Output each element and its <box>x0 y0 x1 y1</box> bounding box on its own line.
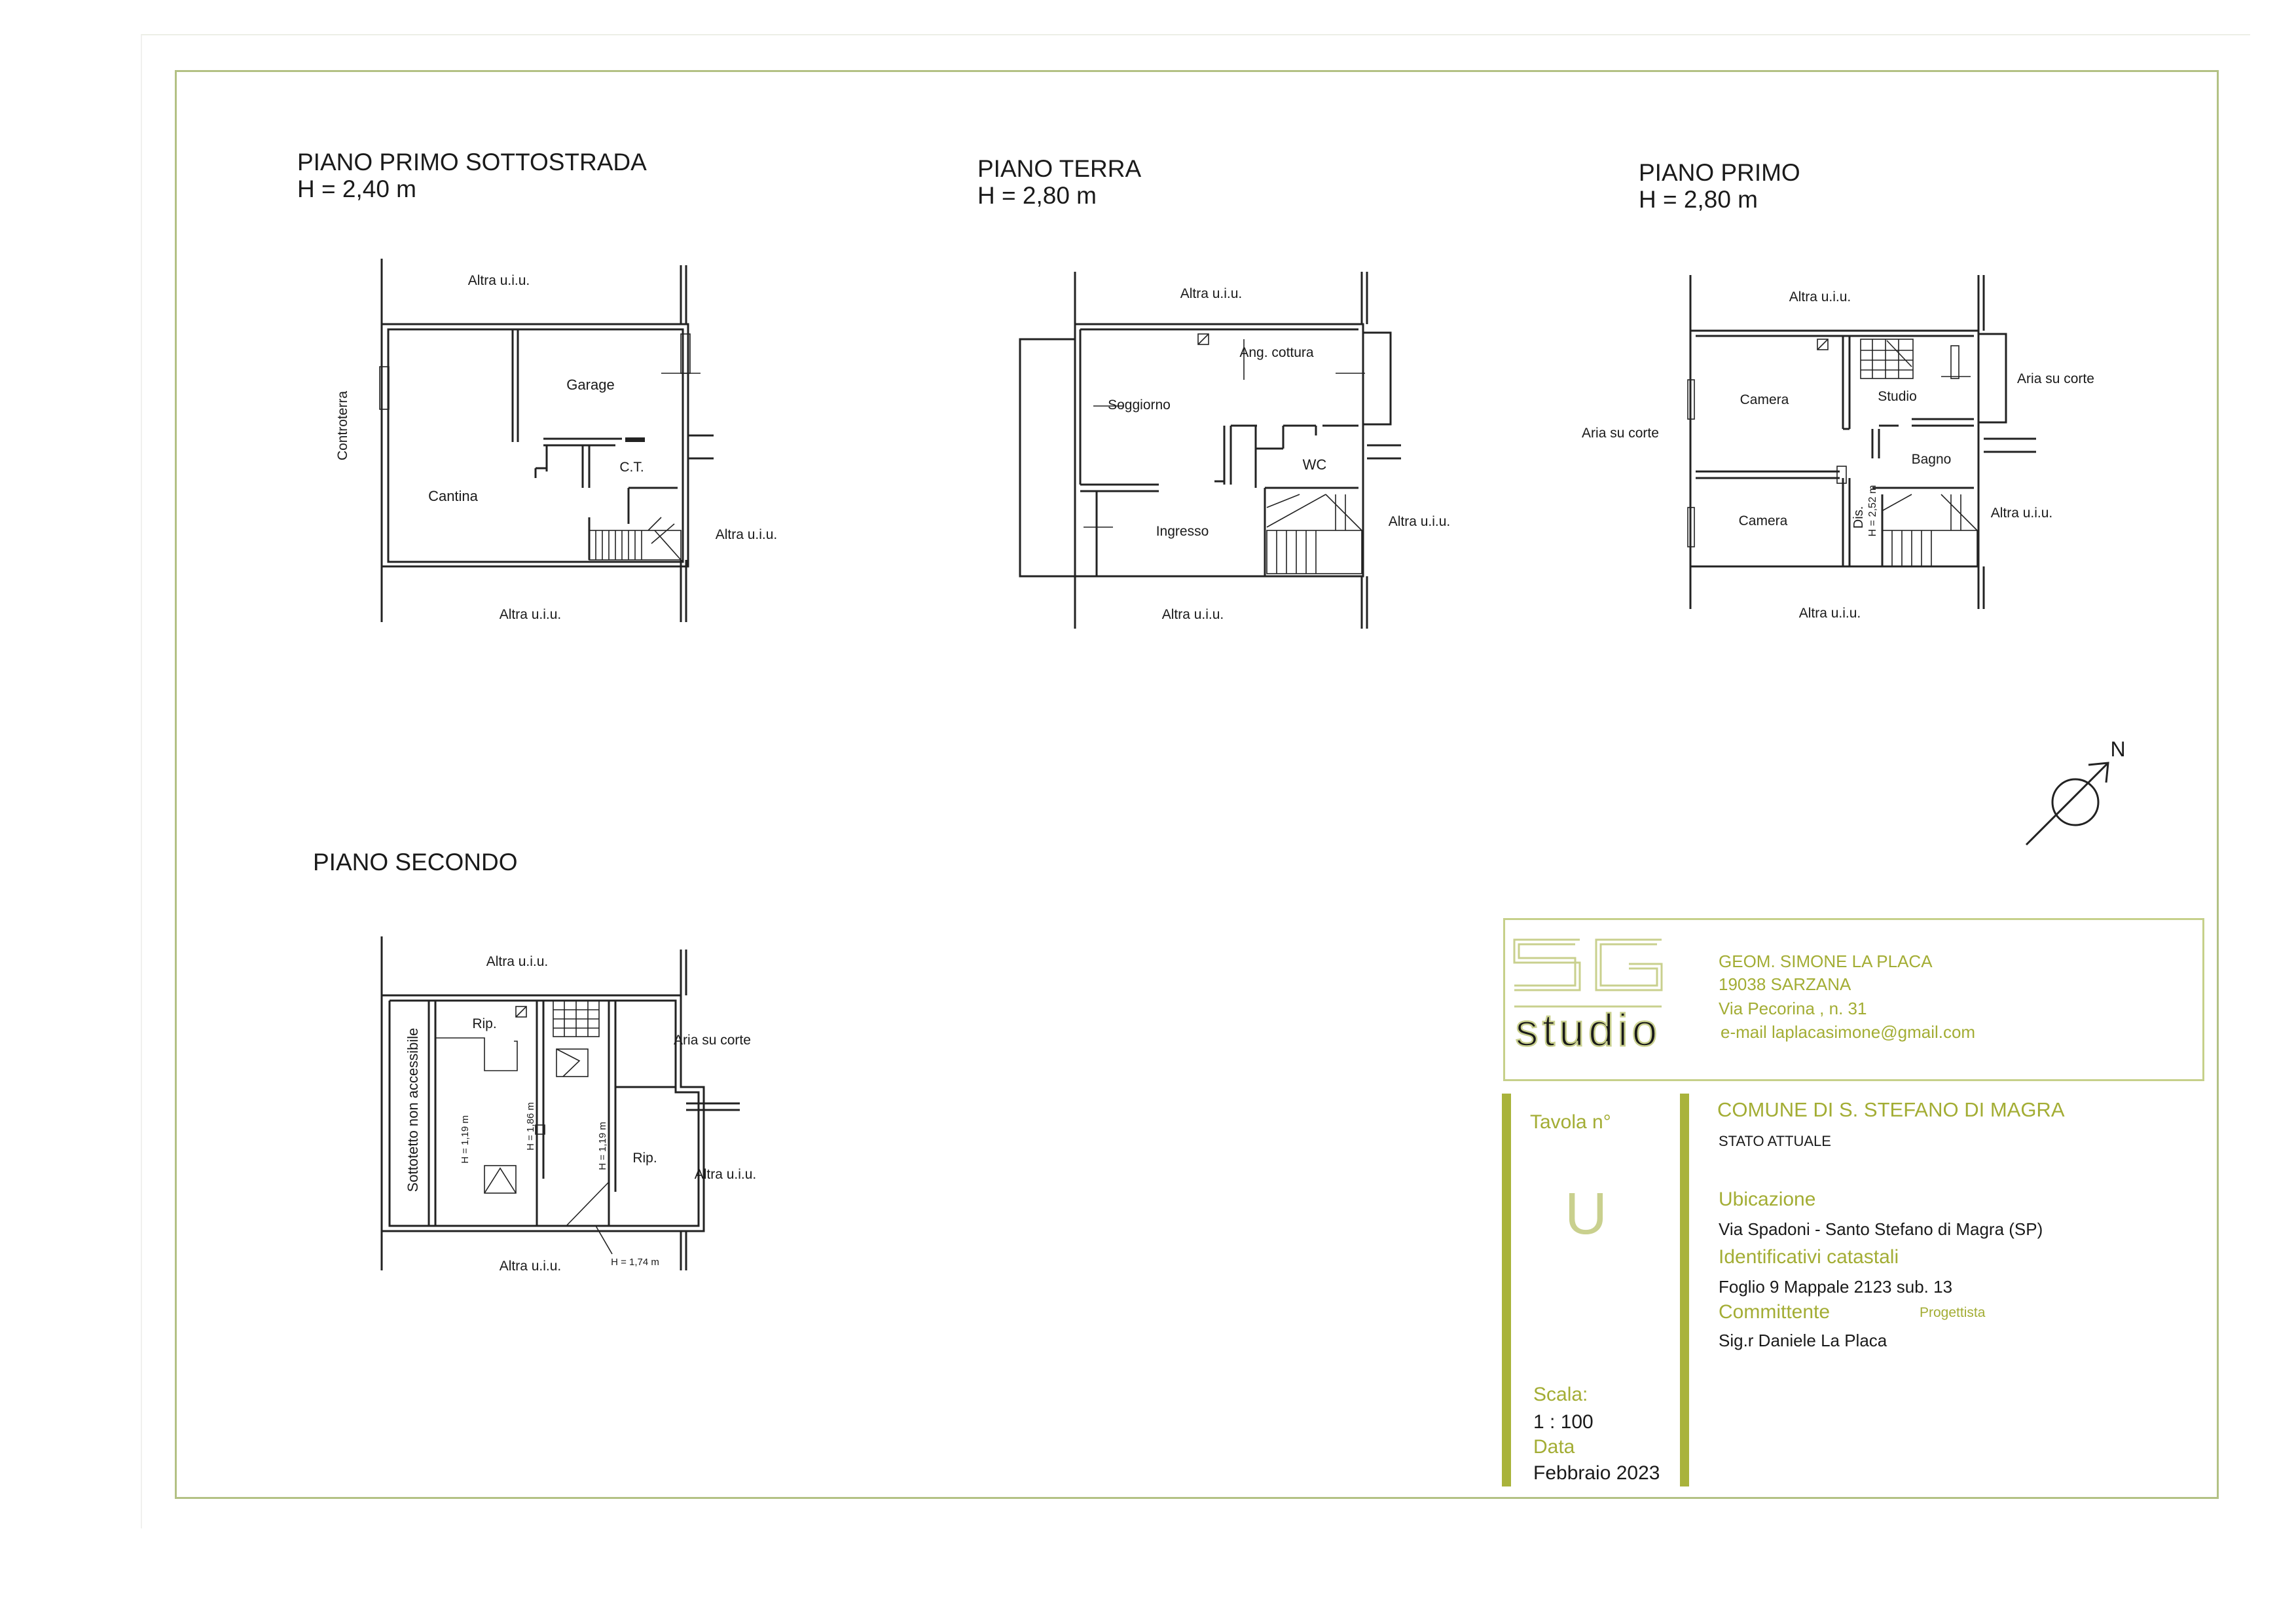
label-dis: Dis. <box>1851 506 1866 529</box>
label-controterra: Controterra <box>335 390 350 461</box>
north-line <box>2026 763 2108 845</box>
wall <box>435 1038 517 1071</box>
plan-sottostrada-drawing <box>327 255 799 629</box>
plan-height-text: H = 2,40 m <box>297 175 417 202</box>
label-altra-top: Altra u.i.u. <box>1789 289 1851 304</box>
door-swing <box>566 1182 609 1226</box>
label-altra-right: Altra u.i.u. <box>694 1167 757 1182</box>
wall <box>388 329 683 562</box>
logo-g <box>1596 940 1662 990</box>
label-aria-corte-left: Aria su corte <box>1582 426 1659 441</box>
plan-height-text: H = 2,80 m <box>977 181 1097 209</box>
divider-bar <box>1680 1094 1689 1486</box>
wall <box>1978 334 2006 422</box>
plan-terra-drawing <box>1008 268 1480 635</box>
plan-title-text: PIANO PRIMO <box>1639 159 1800 186</box>
data-label: Data <box>1533 1436 1575 1458</box>
door <box>1951 346 1959 378</box>
plan-secondo <box>354 930 759 1287</box>
plan-title-text: PIANO TERRA <box>977 155 1142 182</box>
plan-secondo-drawing <box>354 930 759 1283</box>
studio-logo-drawing <box>1511 938 1668 1056</box>
plan-terra-title <box>977 156 1141 209</box>
skylight <box>556 1049 588 1077</box>
label-h4: H = 1,74 m <box>611 1257 659 1268</box>
north-label: N <box>2110 737 2126 761</box>
studio-logo <box>1511 938 1668 1056</box>
stairs <box>1267 494 1362 574</box>
plan-title-text: PIANO PRIMO SOTTOSTRADA <box>297 149 647 175</box>
wall <box>1690 331 1978 566</box>
label-altra-right: Altra u.i.u. <box>1388 514 1451 529</box>
fixture <box>516 1006 526 1017</box>
skylight <box>484 1168 516 1193</box>
north-arrow-drawing <box>2016 733 2134 858</box>
stairs <box>589 517 681 560</box>
firm-name: GEOM. SIMONE LA PLACA <box>1719 951 1933 971</box>
plan-height-text: H = 2,80 m <box>1639 185 1758 213</box>
stairs <box>1861 339 1913 378</box>
label-h1: H = 1,19 m <box>460 1115 471 1164</box>
scala-label: Scala: <box>1533 1384 1588 1405</box>
fixture <box>1198 334 1209 344</box>
plan-primo-drawing <box>1578 268 2121 635</box>
label-wc: WC <box>1302 456 1327 473</box>
firm-city: 19038 SARZANA <box>1719 974 1851 994</box>
wall <box>1363 333 1391 424</box>
tavola-label: Tavola n° <box>1530 1111 1611 1133</box>
plan-terra <box>1008 268 1480 638</box>
plan-sottostrada <box>327 255 799 632</box>
committente-label: Committente <box>1719 1301 1831 1323</box>
ubicazione-label: Ubicazione <box>1719 1189 1816 1210</box>
plan-title-text: PIANO SECONDO <box>313 849 518 876</box>
label-altra-top: Altra u.i.u. <box>1180 286 1243 301</box>
label-studio: Studio <box>1878 389 1917 404</box>
tavola-value: U <box>1565 1181 1607 1247</box>
label-altra-top: Altra u.i.u. <box>467 273 530 288</box>
label-aria-corte: Aria su corte <box>674 1033 751 1048</box>
label-aria-corte-right: Aria su corte <box>2017 371 2094 386</box>
progettista-label: Progettista <box>1920 1305 1986 1320</box>
skylight <box>484 1166 516 1193</box>
label-garage: Garage <box>566 377 615 393</box>
skylight <box>556 1049 579 1077</box>
label-camera-2: Camera <box>1738 513 1788 528</box>
committente-value: Sig.r Daniele La Placa <box>1719 1331 1887 1350</box>
data-value: Febbraio 2023 <box>1533 1462 1660 1484</box>
label-altra-right: Altra u.i.u. <box>1990 506 2053 521</box>
label-rip-1: Rip. <box>472 1016 497 1031</box>
label-altra-bottom: Altra u.i.u. <box>1161 607 1224 622</box>
door-marker <box>625 437 645 442</box>
firm-email: e-mail laplacasimone@gmail.com <box>1721 1022 1976 1042</box>
label-ingresso: Ingresso <box>1156 524 1209 539</box>
logo-s <box>1514 940 1580 990</box>
label-sottotetto: Sottotetto non accessibile <box>405 1027 421 1192</box>
plan-primo-title <box>1639 160 1800 213</box>
scala-value: 1 : 100 <box>1533 1411 1594 1433</box>
label-ct: C.T. <box>619 460 644 475</box>
label-camera-1: Camera <box>1740 392 1789 407</box>
logo-text: studio <box>1515 1005 1662 1056</box>
wall <box>1075 324 1363 576</box>
catastali-label: Identificativi catastali <box>1719 1246 1899 1268</box>
firm-address: Via Pecorina , n. 31 <box>1719 999 1867 1018</box>
plan-secondo-title <box>313 849 518 876</box>
label-altra-bottom: Altra u.i.u. <box>499 607 562 622</box>
label-cantina: Cantina <box>428 488 478 504</box>
north-circle <box>2052 779 2098 825</box>
leader-line <box>596 1226 612 1254</box>
comune: COMUNE DI S. STEFANO DI MAGRA <box>1717 1098 2065 1121</box>
plan-sottostrada-title <box>297 149 647 202</box>
left-bar <box>1502 1094 1511 1486</box>
label-altra-bottom: Altra u.i.u. <box>499 1259 562 1274</box>
catastali-value: Foglio 9 Mappale 2123 sub. 13 <box>1719 1277 1953 1297</box>
label-rip-2: Rip. <box>632 1151 657 1166</box>
stairs <box>1882 494 1977 566</box>
label-altra-top: Altra u.i.u. <box>486 954 549 969</box>
label-altra-right: Altra u.i.u. <box>715 527 778 542</box>
plan-primo <box>1578 268 2121 638</box>
label-dis-height: H = 2,52 m <box>1867 485 1878 537</box>
stairs <box>553 1001 599 1037</box>
wall <box>1020 339 1075 576</box>
label-h3: H = 1,19 m <box>597 1122 608 1170</box>
label-soggiorno: Soggiorno <box>1108 397 1171 413</box>
stato: STATO ATTUALE <box>1719 1133 1831 1149</box>
label-altra-bottom: Altra u.i.u. <box>1798 606 1861 621</box>
label-bagno: Bagno <box>1911 452 1952 467</box>
label-h2: H = 1,86 m <box>525 1102 536 1151</box>
door-marker <box>1837 466 1846 483</box>
label-ang-cottura: Ang. cottura <box>1239 345 1314 360</box>
ubicazione-value: Via Spadoni - Santo Stefano di Magra (SP) <box>1719 1219 2043 1239</box>
fixture <box>1817 339 1828 350</box>
north-arrow <box>2016 733 2134 861</box>
